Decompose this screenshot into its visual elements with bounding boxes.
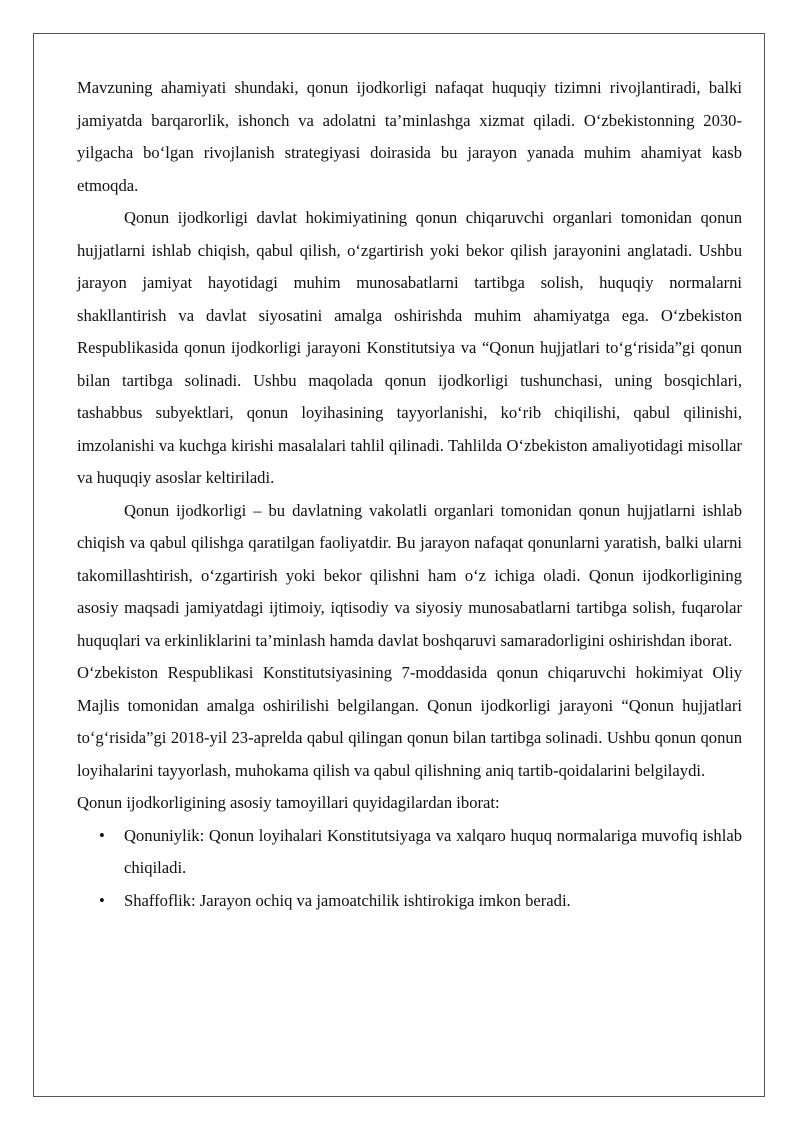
- principles-list: [77, 820, 742, 918]
- list-item: [77, 885, 742, 918]
- paragraph-constitution: O‘zbekiston Respublikasi Konstitutsiyasining 7-moddasida qonun chiqaruvchi hokimiyat Oliy Majlis tomonidan amalga oshirilishi belgilangan. Qonun ijodkorligi jarayoni “Qonun hujjatlari to‘g‘risida”gi 2018-yil 23-aprelda qabul qilingan qonun bilan tartibga solinadi. Ushbu qonun qonun loyihalarini tayyorlash, muhokama qilish va qabul qilishning aniq tartib-qoidalarini belgilaydi.: [77, 663, 742, 780]
- bullet-icon: •: [99, 825, 105, 845]
- list-item-text: Qonuniylik: Qonun loyihalari Konstitutsiyaga va xalqaro huquq normalariga muvofiq ishlab chiqiladi.: [124, 825, 742, 877]
- paragraph-principles-intro: Qonun ijodkorligining asosiy tamoyillari quyidagilardan iborat:: [77, 793, 500, 812]
- document-body: [77, 72, 742, 917]
- paragraph-definition: Qonun ijodkorligi davlat hokimiyatining qonun chiqaruvchi organlari tomonidan qonun hujjatlarni ishlab chiqish, qabul qilish, o‘zgartirish yoki bekor qilish jarayonini anglatadi. Ushbu jarayon jamiyat hayotidagi muhim munosabatlarni tartibga solish, huquqiy normalarni shakllantirish va davlat siyosatini amalga oshirishda muhim ahamiyatga ega. O‘zbekiston Respublikasida qonun ijodkorligi jarayoni Konstitutsiya va “Qonun hujjatlari to‘g‘risida”gi qonun bilan tartibga solinadi. Ushbu maqolada qonun ijodkorligi tushunchasi, uning bosqichlari, tashabbus subyektlari, qonun loyihasining tayyorlanishi, ko‘rib chiqilishi, qabul qilinishi, imzolanishi va kuchga kirishi masalalari tahlil qilinadi. Tahlilda O‘zbekiston amaliyotidagi misollar va huquqiy asoslar keltiriladi.: [77, 208, 742, 487]
- paragraph-lawmaking-concept: Qonun ijodkorligi – bu davlatning vakolatli organlari tomonidan qonun hujjatlarni ishlab chiqish va qabul qilishga qaratilgan faoliyatdir. Bu jarayon nafaqat qonunlarni yaratish, balki ularni takomillashtirish, o‘zgartirish yoki bekor qilishni ham o‘z ichiga oladi. Qonun ijodkorligining asosiy maqsadi jamiyatdagi ijtimoiy, iqtisodiy va siyosiy munosabatlarni tartibga solish, fuqarolar huquqlari va erkinliklarini ta’minlash hamda davlat boshqaruvi samaradorligini oshirishdan iborat.: [77, 500, 742, 650]
- list-item-text: Shaffoflik: Jarayon ochiq va jamoatchilik ishtirokiga imkon beradi.: [124, 890, 571, 910]
- bullet-icon: •: [99, 890, 105, 910]
- list-item: [77, 820, 742, 885]
- paragraph-significance: Mavzuning ahamiyati shundaki, qonun ijodkorligi nafaqat huquqiy tizimni rivojlantiradi, balki jamiyatda barqarorlik, ishonch va adolatni ta’minlashga xizmat qiladi. O‘zbekistonning 2030-yilgacha bo‘lgan rivojlanish strategiyasi doirasida bu jarayon yanada muhim ahamiyat kasb etmoqda.: [77, 78, 742, 195]
